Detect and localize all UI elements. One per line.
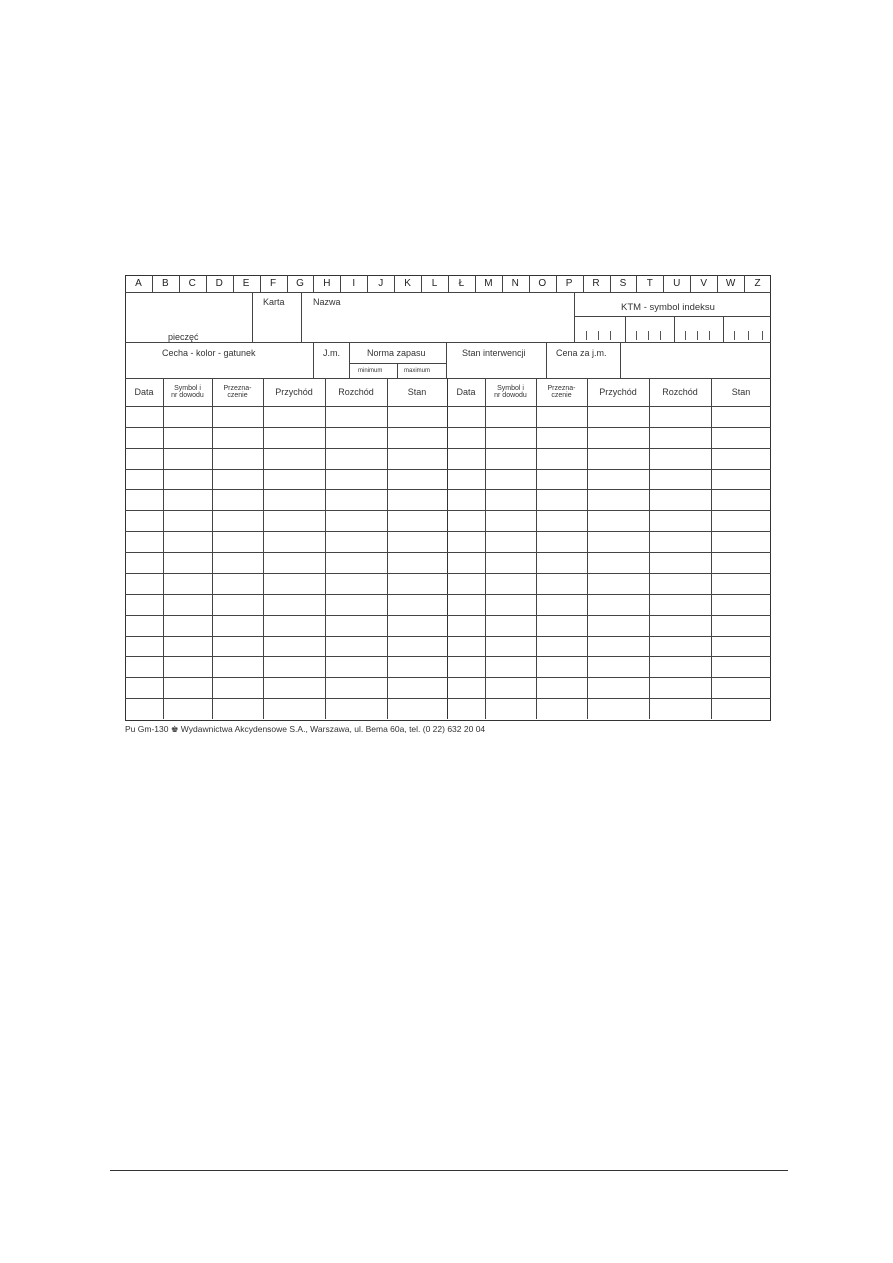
divider	[674, 316, 675, 342]
divider	[206, 275, 207, 292]
divider	[340, 275, 341, 292]
divider	[287, 275, 288, 292]
divider	[233, 275, 234, 292]
index-letter-G: G	[296, 278, 304, 289]
divider	[529, 275, 530, 292]
column-header: Rozchód	[338, 386, 374, 397]
ktm-digit-tick	[598, 331, 599, 340]
ktm-digit-tick	[586, 331, 587, 340]
divider	[301, 292, 302, 342]
ledger-row-line	[125, 427, 771, 428]
divider	[163, 378, 164, 719]
divider	[556, 275, 557, 292]
divider	[179, 275, 180, 292]
unit-label: J.m.	[323, 348, 340, 358]
divider	[125, 292, 771, 293]
divider	[475, 275, 476, 292]
ledger-row-line	[125, 636, 771, 637]
intervention-label: Stan interwencji	[462, 348, 526, 358]
index-letter-A: A	[135, 278, 142, 289]
ledger-row-line	[125, 573, 771, 574]
divider	[252, 292, 253, 342]
divider	[152, 275, 153, 292]
index-letter-P: P	[565, 278, 573, 289]
ledger-row-line	[125, 448, 771, 449]
ledger-row-line	[125, 615, 771, 616]
ledger-row-line	[125, 677, 771, 678]
index-letter-V: V	[700, 278, 708, 289]
divider	[325, 378, 326, 719]
ledger-row-line	[125, 406, 771, 407]
index-letter-R: R	[592, 278, 600, 289]
index-letter-O: O	[538, 278, 547, 289]
divider	[711, 378, 712, 719]
divider	[744, 275, 745, 292]
divider	[587, 378, 588, 719]
divider	[263, 378, 264, 719]
index-letter-T: T	[646, 278, 653, 289]
divider	[485, 378, 486, 719]
stock-norm-label: Norma zapasu	[367, 348, 426, 358]
divider	[690, 275, 691, 292]
divider	[448, 275, 449, 292]
index-letter-Z: Z	[754, 278, 761, 289]
column-header: Przezna- czenie	[223, 385, 252, 399]
index-letter-K: K	[404, 278, 411, 289]
ledger-row-line	[125, 531, 771, 532]
index-letter-H: H	[323, 278, 331, 289]
column-header: Data	[134, 386, 154, 397]
footer-imprint: Pu Gm-130 ♚ Wydawnictwa Akcydensowe S.A., Warszawa, ul. Bema 60a, tel. (0 22) 632 20 04	[125, 724, 486, 734]
divider	[367, 275, 368, 292]
column-header: Symbol i nr dowodu	[171, 385, 204, 399]
column-header: Stan	[731, 386, 751, 397]
index-letter-F: F	[269, 278, 277, 289]
ktm-label: KTM - symbol indeksu	[621, 302, 715, 313]
ktm-digit-tick	[610, 331, 611, 340]
index-letter-D: D	[215, 278, 223, 289]
feature-label: Cecha - kolor - gatunek	[162, 348, 256, 358]
ledger-row-line	[125, 698, 771, 699]
divider	[447, 378, 448, 719]
divider	[625, 316, 626, 342]
divider	[536, 378, 537, 719]
divider	[574, 292, 575, 342]
index-letter-I: I	[352, 278, 356, 289]
divider	[349, 342, 350, 378]
divider	[313, 275, 314, 292]
ktm-digit-tick	[709, 331, 710, 340]
column-header: Symbol i nr dowodu	[494, 385, 527, 399]
name-label: Nazwa	[313, 297, 341, 307]
index-letter-E: E	[242, 278, 250, 289]
index-letter-U: U	[673, 278, 681, 289]
page-bottom-rule	[110, 1170, 788, 1171]
divider	[574, 316, 771, 317]
divider	[446, 342, 447, 378]
divider	[636, 275, 637, 292]
index-letter-L: L	[431, 278, 438, 289]
index-letter-S: S	[619, 278, 627, 289]
divider	[212, 378, 213, 719]
divider	[125, 342, 771, 343]
ktm-digit-tick	[636, 331, 637, 340]
ktm-digit-tick	[648, 331, 649, 340]
divider	[394, 275, 395, 292]
divider	[723, 316, 724, 342]
divider	[620, 342, 621, 378]
column-header: Rozchód	[662, 386, 698, 397]
maximum-label: maximum	[404, 368, 431, 374]
divider	[717, 275, 718, 292]
column-header: Stan	[407, 386, 427, 397]
column-header: Data	[456, 386, 476, 397]
divider	[260, 275, 261, 292]
divider	[313, 342, 314, 378]
divider	[583, 275, 584, 292]
index-letter-W: W	[725, 278, 736, 289]
divider	[421, 275, 422, 292]
unit-price-label: Cena za j.m.	[556, 348, 607, 358]
column-header: Przezna- czenie	[547, 385, 576, 399]
index-letter-J: J	[378, 278, 384, 289]
index-letter-M: M	[484, 278, 493, 289]
index-letter-B: B	[162, 278, 169, 289]
divider	[663, 275, 664, 292]
divider	[546, 342, 547, 378]
stamp-label: pieczęć	[168, 332, 199, 342]
ledger-row-line	[125, 510, 771, 511]
ktm-digit-tick	[697, 331, 698, 340]
ledger-row-line	[125, 656, 771, 657]
ledger-row-line	[125, 469, 771, 470]
ktm-digit-tick	[734, 331, 735, 340]
minimum-label: minimum	[358, 368, 383, 374]
ktm-digit-tick	[762, 331, 763, 340]
ktm-digit-tick	[660, 331, 661, 340]
ledger-row-line	[125, 489, 771, 490]
divider	[397, 363, 398, 378]
divider	[610, 275, 611, 292]
column-header: Przychód	[599, 386, 637, 397]
card-label: Karta	[263, 297, 285, 307]
ledger-row-line	[125, 552, 771, 553]
index-letter-C: C	[188, 278, 196, 289]
ktm-digit-tick	[685, 331, 686, 340]
divider	[502, 275, 503, 292]
ktm-digit-tick	[748, 331, 749, 340]
divider	[387, 378, 388, 719]
ledger-row-line	[125, 594, 771, 595]
index-letter-N: N	[511, 278, 519, 289]
column-header: Przychód	[275, 386, 313, 397]
stock-record-card	[125, 275, 771, 721]
index-letter-Ł: Ł	[458, 278, 465, 289]
divider	[649, 378, 650, 719]
